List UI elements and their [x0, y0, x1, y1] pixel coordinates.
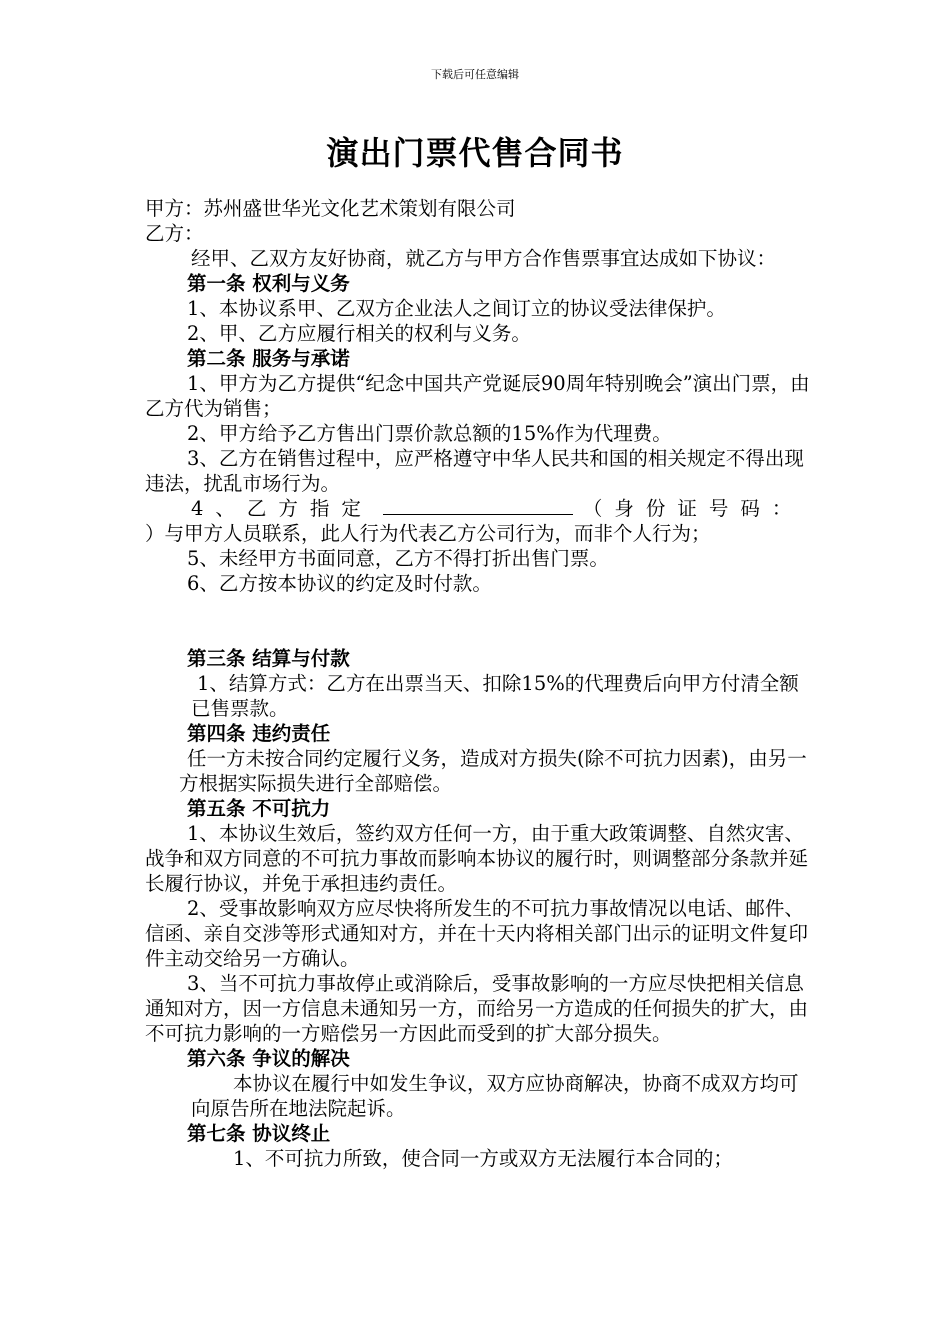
spacer — [145, 596, 810, 646]
article-5-heading: 第五条 不可抗力 — [187, 797, 331, 820]
article-4-text: 任一方未按合同约定履行义务，造成对方损失(除不可抗力因素)，由另一方根据实际损失进行全部赔偿。 — [179, 747, 807, 795]
header-note: 下载后可任意编辑 — [431, 68, 519, 81]
article-5-item-2: 2、受事故影响双方应尽快将所发生的不可抗力事故情况以电话、邮件、信函、亲自交涉等形式通知对方，并在十天内将相关部门出示的证明文件复印件主动交给另一方确认。 — [145, 897, 809, 970]
article-4-heading: 第四条 违约责任 — [187, 722, 331, 745]
article-3-item-1: 1、结算方式：乙方在出票当天、扣除15%的代理费后向甲方付清全额已售票款。 — [191, 672, 799, 720]
article-1-item-2: 2、甲、乙方应履行相关的权利与义务。 — [187, 322, 531, 345]
article-2-item-6: 6、乙方按本协议的约定及时付款。 — [187, 572, 492, 595]
intro-paragraph: 经甲、乙双方友好协商，就乙方与甲方合作售票事宜达成如下协议： — [191, 247, 777, 270]
document-title: 演出门票代售合同书 — [326, 134, 624, 172]
designee-blank — [383, 496, 573, 515]
article-2-item-4-lead: 4、乙方指定 — [191, 497, 373, 520]
article-6-heading: 第六条 争议的解决 — [187, 1047, 350, 1070]
article-7-item-1: 1、不可抗力所致，使合同一方或双方无法履行本合同的； — [233, 1147, 733, 1170]
article-7-heading: 第七条 协议终止 — [187, 1122, 331, 1145]
contract-body — [145, 196, 810, 1171]
article-3-heading: 第三条 结算与付款 — [187, 647, 350, 670]
article-2-item-4-id-label: （身份证号码： — [582, 497, 804, 520]
article-2-item-2: 2、甲方给予乙方售出门票价款总额的15%作为代理费。 — [187, 422, 672, 445]
article-2-heading: 第二条 服务与承诺 — [187, 347, 350, 370]
article-2-item-4-line — [145, 496, 810, 521]
article-2-item-4-tail: ）与甲方人员联系，此人行为代表乙方公司行为，而非个人行为； — [145, 522, 711, 545]
article-1-item-1: 1、本协议系甲、乙双方企业法人之间订立的协议受法律保护。 — [187, 297, 726, 320]
party-b: 乙方： — [145, 222, 204, 245]
article-2-item-1: 1、甲方为乙方提供“纪念中国共产党诞辰90周年特别晚会”演出门票，由乙方代为销售； — [145, 372, 810, 420]
article-2-item-5: 5、未经甲方书面同意，乙方不得打折出售门票。 — [187, 547, 609, 570]
article-5-item-3: 3、当不可抗力事故停止或消除后，受事故影响的一方应尽快把相关信息通知对方，因一方信息未通知另一方，而给另一方造成的任何损失的扩大，由不可抗力影响的一方赔偿另一方因此而受到的扩大部分损失。 — [145, 972, 809, 1045]
article-2-item-3: 3、乙方在销售过程中，应严格遵守中华人民共和国的相关规定不得出现违法，扰乱市场行为。 — [145, 447, 804, 495]
article-6-text: 本协议在履行中如发生争议，双方应协商解决，协商不成双方均可向原告所在地法院起诉。 — [191, 1072, 799, 1120]
party-a: 甲方：苏州盛世华光文化艺术策划有限公司 — [145, 197, 516, 220]
article-5-item-1: 1、本协议生效后，签约双方任何一方，由于重大政策调整、自然灾害、战争和双方同意的不可抗力事故而影响本协议的履行时，则调整部分条款并延长履行协议，并免于承担违约责任。 — [145, 822, 809, 895]
article-1-heading: 第一条 权利与义务 — [187, 272, 350, 295]
